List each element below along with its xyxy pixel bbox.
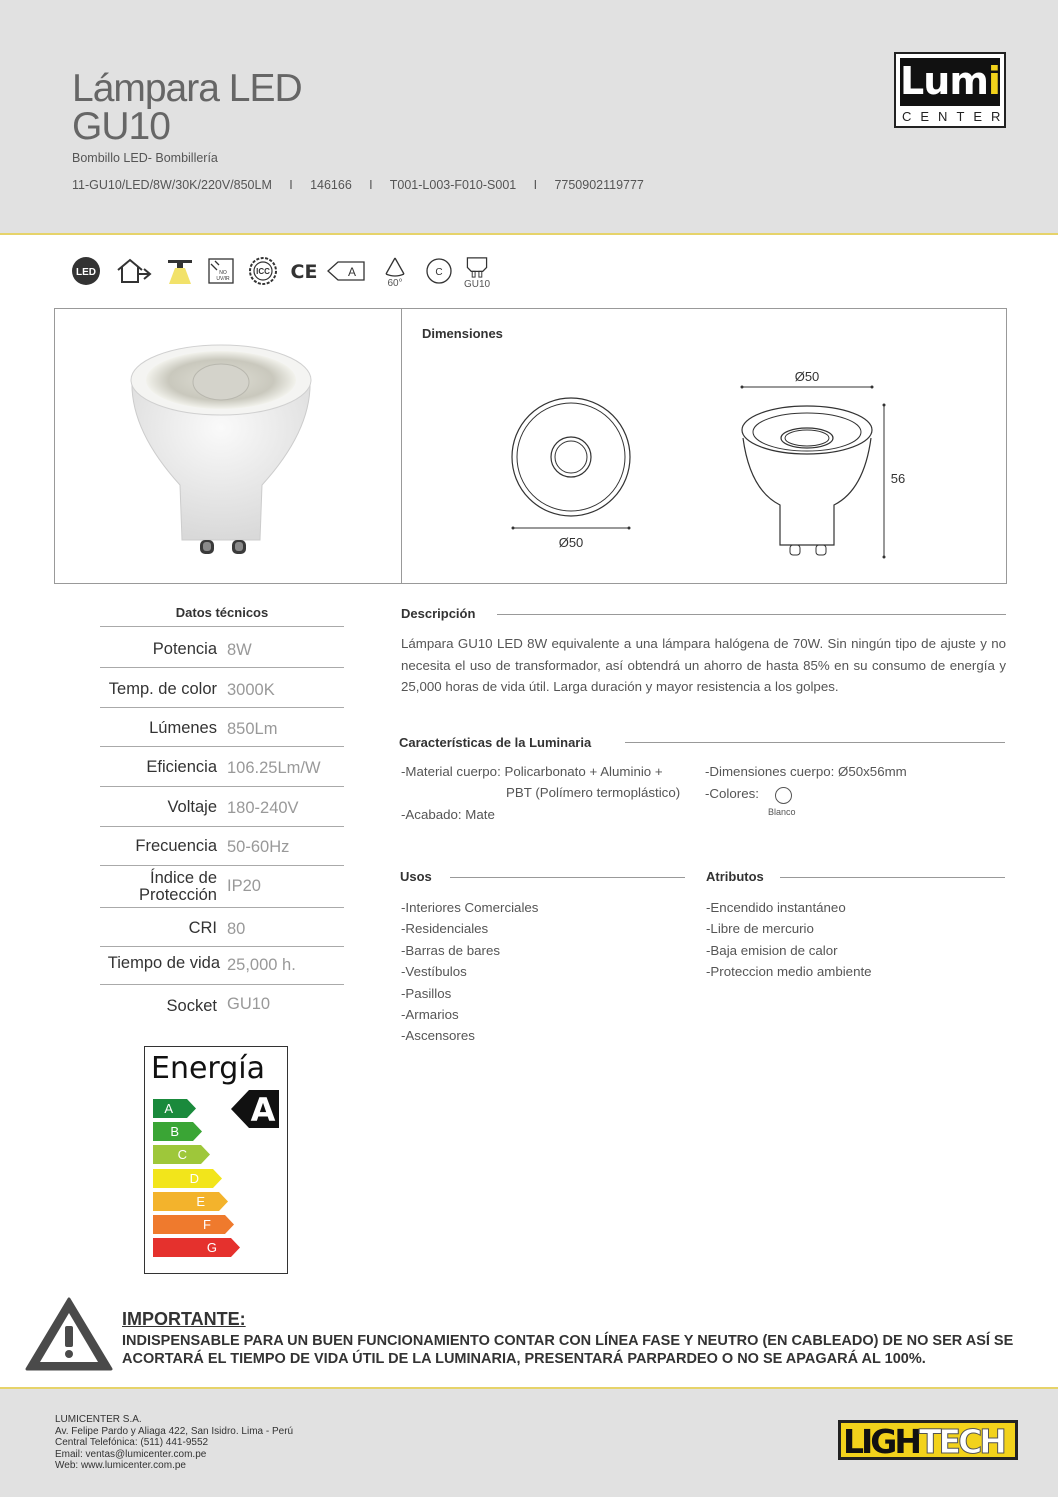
- spec-value: 180-240V: [227, 799, 299, 817]
- spec-row-lifetime: [100, 946, 344, 984]
- ce-mark-icon: [290, 256, 318, 290]
- list-item: -Ascensores: [401, 1028, 475, 1044]
- side-view-height-label: 56: [890, 471, 906, 486]
- energy-rating-letter: A: [250, 1091, 276, 1129]
- product-photo: [120, 335, 325, 565]
- icc-seal-icon: [248, 256, 278, 290]
- circle-c-icon: [425, 256, 453, 290]
- spec-label: [139, 870, 217, 904]
- warning-title: IMPORTANTE:: [122, 1309, 246, 1329]
- spec-value: IP20: [227, 877, 261, 895]
- characteristics-colors-label: -Colores:: [705, 786, 759, 801]
- logo-main-text: Lum: [900, 59, 988, 103]
- energy-class-a-icon: [326, 256, 366, 290]
- list-item: -Baja emision de calor: [706, 942, 838, 958]
- spec-value: 106.25Lm/W: [227, 759, 321, 777]
- lightech-logo-part-a: LIGH: [843, 1422, 920, 1461]
- uses-rule: [450, 877, 685, 878]
- indoor-house-icon: [116, 256, 152, 290]
- footer-email[interactable]: Email: ventas@lumicenter.com.pe: [55, 1448, 207, 1460]
- energy-bar-arrows: [145, 1047, 289, 1275]
- list-item: -Libre de mercurio: [706, 921, 814, 937]
- spec-label-line-2: Protección: [139, 886, 217, 904]
- material-line-2: PBT (Polímero termoplástico): [506, 785, 681, 801]
- energy-label-title: Energía: [151, 1051, 265, 1086]
- spec-value: 50-60Hz: [227, 838, 290, 856]
- lightech-logo: [838, 1420, 1018, 1460]
- list-item: -Armarios: [401, 1007, 459, 1023]
- energy-class-g: G: [153, 1238, 231, 1257]
- top-view-diameter-label: Ø50: [558, 535, 584, 550]
- energy-class-b: B: [153, 1122, 193, 1141]
- logo-main: [900, 58, 1000, 106]
- led-icon: [71, 256, 101, 290]
- specs-title: Datos técnicos: [175, 605, 269, 620]
- lumicenter-logo: [894, 52, 1010, 128]
- characteristics-material: [401, 761, 680, 825]
- material-line-1: -Material cuerpo: Policarbonato + Aluminio +: [401, 764, 663, 779]
- spec-row-efficiency: [100, 746, 344, 786]
- attributes-rule: [780, 877, 1005, 878]
- spec-label: Potencia: [152, 640, 217, 658]
- footer-address: Av. Felipe Pardo y Aliaga 422, San Isidro. Lima - Perú: [55, 1425, 294, 1437]
- spec-label: Temp. de color: [108, 680, 217, 698]
- spec-label: Tiempo de vida: [107, 954, 220, 972]
- characteristics-title: Características de la Luminaria: [399, 735, 603, 750]
- characteristics-dimensions: -Dimensiones cuerpo: Ø50x56mm: [705, 764, 907, 779]
- footer-phone: Central Telefónica: (511) 441-9552: [55, 1437, 209, 1448]
- spec-row-lumens: [100, 707, 344, 746]
- attributes-title: Atributos: [706, 869, 776, 884]
- title-line-1: Lámpara LED: [72, 67, 302, 110]
- spec-label: Eficiencia: [146, 758, 217, 776]
- uses-list: [401, 897, 538, 1047]
- spec-label: Lúmenes: [149, 719, 217, 737]
- spec-label: Voltaje: [167, 798, 217, 816]
- socket-gu10-icon: [463, 256, 491, 290]
- spec-value: 3000K: [227, 681, 275, 699]
- list-item: -Proteccion medio ambiente: [706, 964, 872, 980]
- list-item: -Interiores Comerciales: [401, 900, 539, 915]
- ceiling-light-icon: [166, 256, 194, 290]
- warning-text: INDISPENSABLE PARA UN BUEN FUNCIONAMIENTO CONTAR CON LÍNEA FASE Y NEUTRO (EN CABLEADO) DE NO SER ASÍ SE ACORTARÁ EL TIEMPO DE VIDA ÚTIL DE LA LUMINARIA, PRESENTARÁ PARPARDEO O NO SE APAGARÁ AL 100%.: [122, 1333, 1014, 1367]
- spec-label-line-1: Índice de: [150, 869, 217, 887]
- spec-value: 8W: [227, 641, 252, 659]
- spec-row-frequency: [100, 826, 344, 865]
- spec-label: CRI: [188, 919, 217, 937]
- description-rule: [497, 614, 1006, 615]
- dimensions-title: Dimensiones: [422, 326, 503, 341]
- spec-label: Socket: [166, 997, 217, 1015]
- lightech-logo-text: [843, 1423, 1004, 1461]
- svg-text:A: A: [347, 265, 357, 279]
- product-codes: 11-GU10/LED/8W/30K/220V/850LM I 146166 I T001-L003-F010-S001 I 7750902119777: [72, 178, 644, 192]
- energy-class-c: C: [153, 1145, 201, 1164]
- lightech-logo-part-b: TECH: [919, 1422, 1004, 1461]
- svg-text:ICC: ICC: [256, 267, 270, 276]
- logo-main-accent: i: [987, 59, 1000, 103]
- spec-value: 850Lm: [227, 720, 278, 738]
- spec-row-voltage: [100, 786, 344, 826]
- product-title: [72, 67, 302, 148]
- footer-company: LUMICENTER S.A.: [55, 1414, 142, 1425]
- characteristics-rule: [625, 742, 1005, 743]
- list-item: -Pasillos: [401, 985, 452, 1001]
- led-icon-label: LED: [76, 267, 96, 278]
- product-panel-divider: [401, 308, 402, 584]
- spec-label: Frecuencia: [135, 837, 217, 855]
- spec-value: 25,000 h.: [227, 956, 296, 974]
- dimension-drawing: [500, 360, 920, 560]
- energy-class-d: D: [153, 1169, 213, 1188]
- logo-sub-text: CENTER: [902, 109, 1010, 124]
- product-subtitle: Bombillo LED- Bombillería: [72, 151, 218, 165]
- energy-class-e: E: [153, 1192, 219, 1211]
- beam-angle-label: 60°: [387, 278, 403, 289]
- spec-value: 80: [227, 920, 246, 938]
- svg-text:CE: CE: [290, 261, 318, 283]
- energy-class-f: F: [153, 1215, 225, 1234]
- uses-title: Usos: [400, 869, 444, 884]
- footer-web[interactable]: Web: www.lumicenter.com.pe: [55, 1460, 186, 1471]
- list-item: -Vestíbulos: [401, 964, 467, 980]
- no-uv-ir-icon: [207, 256, 235, 290]
- svg-text:C: C: [435, 267, 443, 278]
- color-swatch-label: Blanco: [768, 807, 796, 817]
- energy-class-a: A: [153, 1099, 187, 1118]
- color-swatch-white: [775, 787, 792, 804]
- list-item: -Encendido instantáneo: [706, 900, 846, 915]
- spec-row-power: [100, 626, 344, 667]
- spec-row-ip-rating: [100, 865, 344, 907]
- finish-text: -Acabado: Mate: [401, 806, 495, 822]
- spec-row-color-temp: [100, 667, 344, 707]
- svg-text:UV/IR: UV/IR: [216, 276, 230, 282]
- warning-icon: [24, 1296, 114, 1372]
- socket-gu10-label: GU10: [463, 279, 491, 290]
- attributes-list: [706, 897, 872, 983]
- spec-row-cri: [100, 907, 344, 946]
- beam-angle-icon: [380, 256, 410, 290]
- spec-value: GU10: [227, 995, 271, 1013]
- svg-text:NO: NO: [219, 270, 227, 276]
- footer-contact: [55, 1414, 293, 1472]
- list-item: -Barras de bares: [401, 942, 501, 958]
- description-text: Lámpara GU10 LED 8W equivalente a una lámpara halógena de 70W. Sin ningún tipo de ajuste y no necesita el uso de transformador, así obtendrá un ahorro de hasta 85% en su consumo de energía y 25,000 horas de vida útil. Larga duración y mayor resistencia a los golpes.: [401, 636, 1006, 694]
- energy-label: [144, 1046, 288, 1274]
- spec-row-socket: [100, 984, 344, 1024]
- side-view-diameter-label: Ø50: [794, 369, 820, 384]
- list-item: -Residenciales: [401, 921, 489, 937]
- title-line-2: GU10: [72, 105, 170, 148]
- description-title: Descripción: [401, 606, 487, 621]
